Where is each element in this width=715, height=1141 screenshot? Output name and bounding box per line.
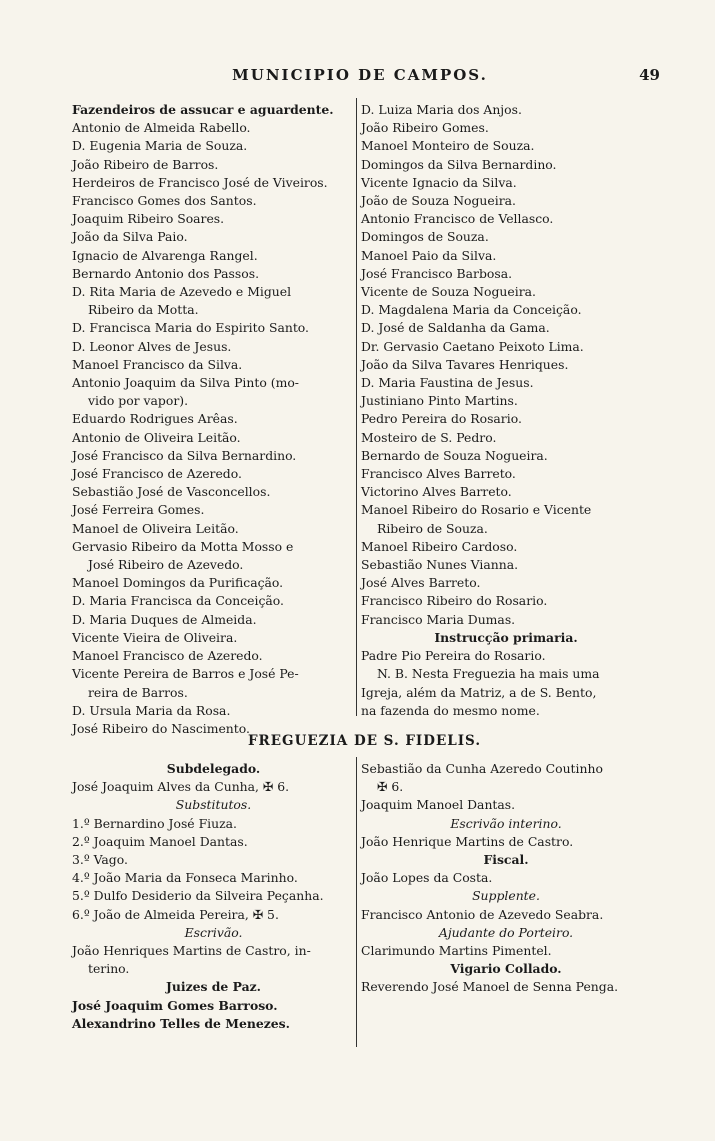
text-line: João de Souza Nogueira. [361,193,516,209]
text-line: José Joaquim Gomes Barroso. [72,997,278,1013]
bottom-left-column [72,760,355,1033]
text-line: na fazenda do mesmo nome. [361,702,540,718]
section-subheading: Supplente. [472,888,540,904]
text-line: Francisco Alves Barreto. [361,466,516,482]
text-line: José Ferreira Gomes. [72,502,205,518]
text-line: José Joaquim Alves da Cunha, ✠ 6. [72,779,290,795]
text-line: ✠ 6. [377,779,404,795]
text-line: Ribeiro da Motta. [88,302,199,318]
top-left-column [72,101,355,738]
text-line: Vicente Vieira de Oliveira. [72,629,238,645]
text-line: Antonio de Oliveira Leitão. [72,429,241,445]
bottom-right-column [361,760,651,997]
text-line: 5.º Dulfo Desiderio da Silveira Peçanha. [72,888,324,904]
text-line: Antonio de Almeida Rabello. [72,120,251,136]
text-line: Francisco Maria Dumas. [361,611,516,627]
text-line: D. Ursula Maria da Rosa. [72,702,231,718]
text-line: Gervasio Ribeiro da Motta Mosso e [72,538,294,554]
text-line: João Ribeiro Gomes. [361,120,489,136]
text-line: Manoel Ribeiro do Rosario e Vicente [361,502,592,518]
text-line: Igreja, além da Matriz, a de S. Bento, [361,684,597,700]
text-line: Joaquim Manoel Dantas. [361,797,516,813]
text-line: José Francisco Barbosa. [361,265,513,281]
text-line: Sebastião da Cunha Azeredo Coutinho [361,761,603,776]
text-line: D. José de Saldanha da Gama. [361,320,550,336]
text-line: Bernardo de Souza Nogueira. [361,447,548,463]
text-line: 3.º Vago. [72,852,128,868]
text-line: Ribeiro de Souza. [377,520,488,536]
page-title: MUNICIPIO DE CAMPOS. [232,66,488,84]
text-line: Padre Pio Pereira do Rosario. [361,648,546,664]
text-line: João Lopes da Costa. [361,870,493,886]
text-line: Francisco Ribeiro do Rosario. [361,593,548,609]
section-heading: Subdelegado. [166,761,261,776]
text-line: Sebastião Nunes Vianna. [361,557,519,573]
text-line: Vicente Ignacio da Silva. [361,174,517,190]
section-subheading: Escrivão interino. [450,815,562,831]
text-line: reira de Barros. [88,684,188,700]
text-line: 4.º João Maria da Fonseca Marinho. [72,870,298,886]
text-line: Francisco Gomes dos Santos. [72,193,257,209]
section-subheading: Escrivão. [184,924,243,940]
text-line: José Ribeiro do Nascimento. [72,720,250,736]
text-line: Reverendo José Manoel de Senna Penga. [361,979,619,995]
top-right-column [361,101,651,720]
text-line: Manoel Francisco da Silva. [72,356,243,372]
text-line: D. Luiza Maria dos Anjos. [361,102,522,117]
text-line: D. Eugenia Maria de Souza. [72,138,248,154]
section-subheading: Ajudante do Porteiro. [438,924,574,940]
section-subheading: Substitutos. [175,797,252,813]
text-line: João da Silva Tavares Henriques. [361,356,569,372]
text-line: Herdeiros de Francisco José de Viveiros. [72,174,328,190]
text-line: José Ribeiro de Azevedo. [88,557,244,573]
text-line: Justiniano Pinto Martins. [361,393,518,409]
text-line: 6.º João de Almeida Pereira, ✠ 5. [72,906,279,922]
section-heading: Vigario Collado. [450,961,562,977]
text-line: D. Rita Maria de Azevedo e Miguel [72,284,292,300]
text-line: D. Maria Faustina de Jesus. [361,375,534,391]
column-divider-bottom [356,757,357,1047]
text-line: José Francisco da Silva Bernardino. [72,447,297,463]
text-line: João da Silva Paio. [72,229,188,245]
section-heading: Fiscal. [483,852,529,868]
column-divider-top [356,98,357,716]
text-line: José Alves Barreto. [361,575,481,591]
text-line: José Francisco de Azeredo. [72,466,242,482]
text-line: D. Magdalena Maria da Conceição. [361,302,582,318]
text-line: Manoel Ribeiro Cardoso. [361,538,518,554]
text-line: D. Leonor Alves de Jesus. [72,338,232,354]
text-line: D. Francisca Maria do Espirito Santo. [72,320,309,336]
text-line: João Henrique Martins de Castro. [361,833,574,849]
text-line: Antonio Francisco de Vellasco. [361,211,554,227]
text-line: Fazendeiros de assucar e aguardente. [72,102,334,117]
text-line: D. Maria Francisca da Conceição. [72,593,284,609]
text-line: Ignacio de Alvarenga Rangel. [72,247,258,263]
text-line: N. B. Nesta Freguezia ha mais uma [377,666,600,682]
text-line: Sebastião José de Vasconcellos. [72,484,271,500]
text-line: Vicente Pereira de Barros e José Pe- [72,666,299,682]
page-number: 49 [639,66,660,84]
text-line: Francisco Antonio de Azevedo Seabra. [361,906,604,922]
text-line: Vicente de Souza Nogueira. [361,284,536,300]
text-line: Manoel Domingos da Purificação. [72,575,284,591]
text-line: 2.º Joaquim Manoel Dantas. [72,833,248,849]
text-line: Clarimundo Martins Pimentel. [361,943,552,959]
section-heading: Juizes de Paz. [165,979,261,995]
text-line: D. Maria Duques de Almeida. [72,611,257,627]
text-line: Eduardo Rodrigues Arêas. [72,411,238,427]
text-line: Pedro Pereira do Rosario. [361,411,522,427]
text-line: terino. [88,961,130,977]
text-line: João Ribeiro de Barros. [72,156,219,172]
text-line: João Henriques Martins de Castro, in- [72,943,311,959]
text-line: Antonio Joaquim da Silva Pinto (mo- [72,375,299,391]
text-line: Manoel Francisco de Azeredo. [72,648,263,664]
text-line: 1.º Bernardino José Fiuza. [72,815,237,831]
text-line: vido por vapor). [88,393,189,409]
section-heading: Instrucção primaria. [434,629,578,645]
text-line: Domingos de Souza. [361,229,489,245]
text-line: Manoel Monteiro de Souza. [361,138,535,154]
text-line: Bernardo Antonio dos Passos. [72,265,260,281]
page-header [60,66,660,92]
text-line: Joaquim Ribeiro Soares. [72,211,225,227]
section-title: FREGUEZIA DE S. FIDELIS. [247,733,482,749]
text-line: Victorino Alves Barreto. [361,484,512,500]
text-line: Manoel Paio da Silva. [361,247,497,263]
text-line: Dr. Gervasio Caetano Peixoto Lima. [361,338,584,354]
text-line: Mosteiro de S. Pedro. [361,429,497,445]
text-line: Manoel de Oliveira Leitão. [72,520,239,536]
text-line: Alexandrino Telles de Menezes. [72,1015,290,1031]
text-line: Domingos da Silva Bernardino. [361,156,557,172]
